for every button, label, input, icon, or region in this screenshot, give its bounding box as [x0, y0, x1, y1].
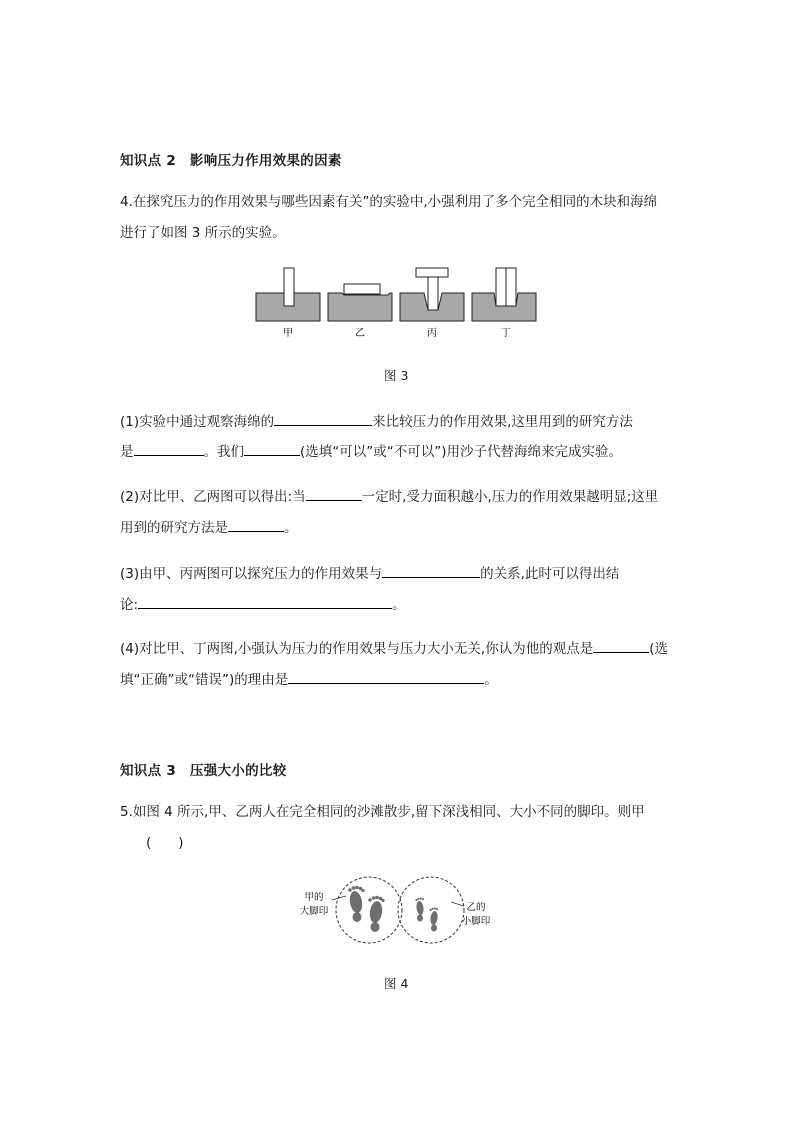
figure-3-label-bing: 丙 [427, 328, 437, 339]
figure-4-left-label-1: 甲的 [304, 892, 324, 903]
figure-4-left-circle [336, 877, 402, 943]
q4-p1-text-c: 是 [120, 444, 134, 460]
q4-part-3-line-1 [120, 563, 619, 583]
q4-p4-text-a: (4)对比甲、丁两图,小强认为压力的作用效果与压力大小无关,你认为他的观点是 [120, 641, 594, 657]
figure-4-right-label-1: 乙的 [466, 902, 486, 913]
section-heading-3: 知识点 3 压强大小的比较 [120, 763, 287, 779]
q4-p1-text-e: (选填“可以”或“不可以”)用沙子代替海绵来完成实验。 [300, 444, 623, 460]
figure-3-label-ding: 丁 [501, 328, 511, 339]
figure-3-panel-yi [328, 284, 392, 321]
figure-3-panel-bing [400, 268, 464, 321]
figure-3-caption: 图 3 [384, 368, 409, 383]
figure-4-footprints [294, 872, 504, 948]
q4-p3-text-d: 。 [392, 597, 406, 613]
q4-p2-blank-method[interactable] [228, 517, 284, 532]
q4-p1-blank-method[interactable] [134, 441, 204, 456]
figure-4-caption: 图 4 [384, 976, 409, 991]
q4-p2-blank-condition[interactable] [306, 486, 362, 501]
q4-p2-text-b: 一定时,受力面积越小,压力的作用效果越明显;这里 [361, 489, 659, 505]
q4-part-4-line-1 [120, 638, 668, 658]
q4-p1-text-a: (1)实验中通过观察海绵的 [120, 414, 275, 430]
q4-line-2: 进行了如图 3 所示的实验。 [120, 225, 286, 241]
q4-part-3-line-2 [120, 594, 406, 614]
figure-4-big-footprints [348, 886, 384, 932]
q4-p4-text-b: (选 [649, 641, 668, 657]
figure-3-panel-ding [472, 268, 536, 321]
q4-p4-text-c: 填“正确”或“错误”)的理由是 [120, 672, 289, 688]
q4-part-4-line-2 [120, 669, 498, 689]
q4-p4-text-d: 。 [484, 672, 498, 688]
figure-4-right-pointer [451, 902, 464, 906]
q4-p2-text-d: 。 [284, 520, 298, 536]
q4-p2-text-a: (2)对比甲、乙两图可以得出:当 [120, 489, 306, 505]
q5-answer-choice-brackets[interactable]: ( ) [146, 835, 184, 851]
figure-3-label-yi: 乙 [355, 328, 365, 339]
q4-p3-text-c: 论: [120, 597, 139, 613]
q5-line-1: 5.如图 4 所示,甲、乙两人在完全相同的沙滩散步,留下深浅相同、大小不同的脚印。则甲 [120, 804, 645, 820]
figure-4-right-label-2: 小脚印 [461, 916, 491, 927]
q4-p2-text-c: 用到的研究方法是 [120, 520, 228, 536]
q4-p3-blank-factor[interactable] [382, 563, 480, 578]
q4-p1-blank-can[interactable] [244, 441, 300, 456]
q4-part-1-line-1 [120, 411, 633, 431]
section-heading-2: 知识点 2 影响压力作用效果的因素 [120, 153, 342, 169]
q4-p1-blank-observe[interactable] [274, 411, 372, 426]
figure-3-label-jia: 甲 [283, 328, 293, 339]
q4-p3-text-b: 的关系,此时可以得出结 [480, 566, 620, 582]
q4-part-2-line-1 [120, 486, 658, 506]
q4-line-1: 4.在探究压力的作用效果与哪些因素有关”的实验中,小强利用了多个完全相同的木块和海绵 [120, 194, 658, 210]
figure-4-left-label-2: 大脚印 [299, 906, 329, 917]
q4-p1-text-b: 来比较压力的作用效果,这里用到的研究方法 [372, 414, 633, 430]
figure-3-sponge-experiment [250, 264, 545, 340]
q4-part-2-line-2 [120, 517, 298, 537]
q4-part-1-line-2 [120, 441, 622, 461]
q4-p3-blank-conclusion[interactable] [138, 594, 392, 609]
q4-p4-blank-judgement[interactable] [593, 638, 649, 653]
figure-4-small-footprints [415, 897, 438, 931]
q4-p1-text-d: 。我们 [203, 444, 244, 460]
q4-p4-blank-reason[interactable] [288, 669, 484, 684]
figure-3-panel-jia [256, 268, 320, 321]
q4-p3-text-a: (3)由甲、丙两图可以探究压力的作用效果与 [120, 566, 383, 582]
